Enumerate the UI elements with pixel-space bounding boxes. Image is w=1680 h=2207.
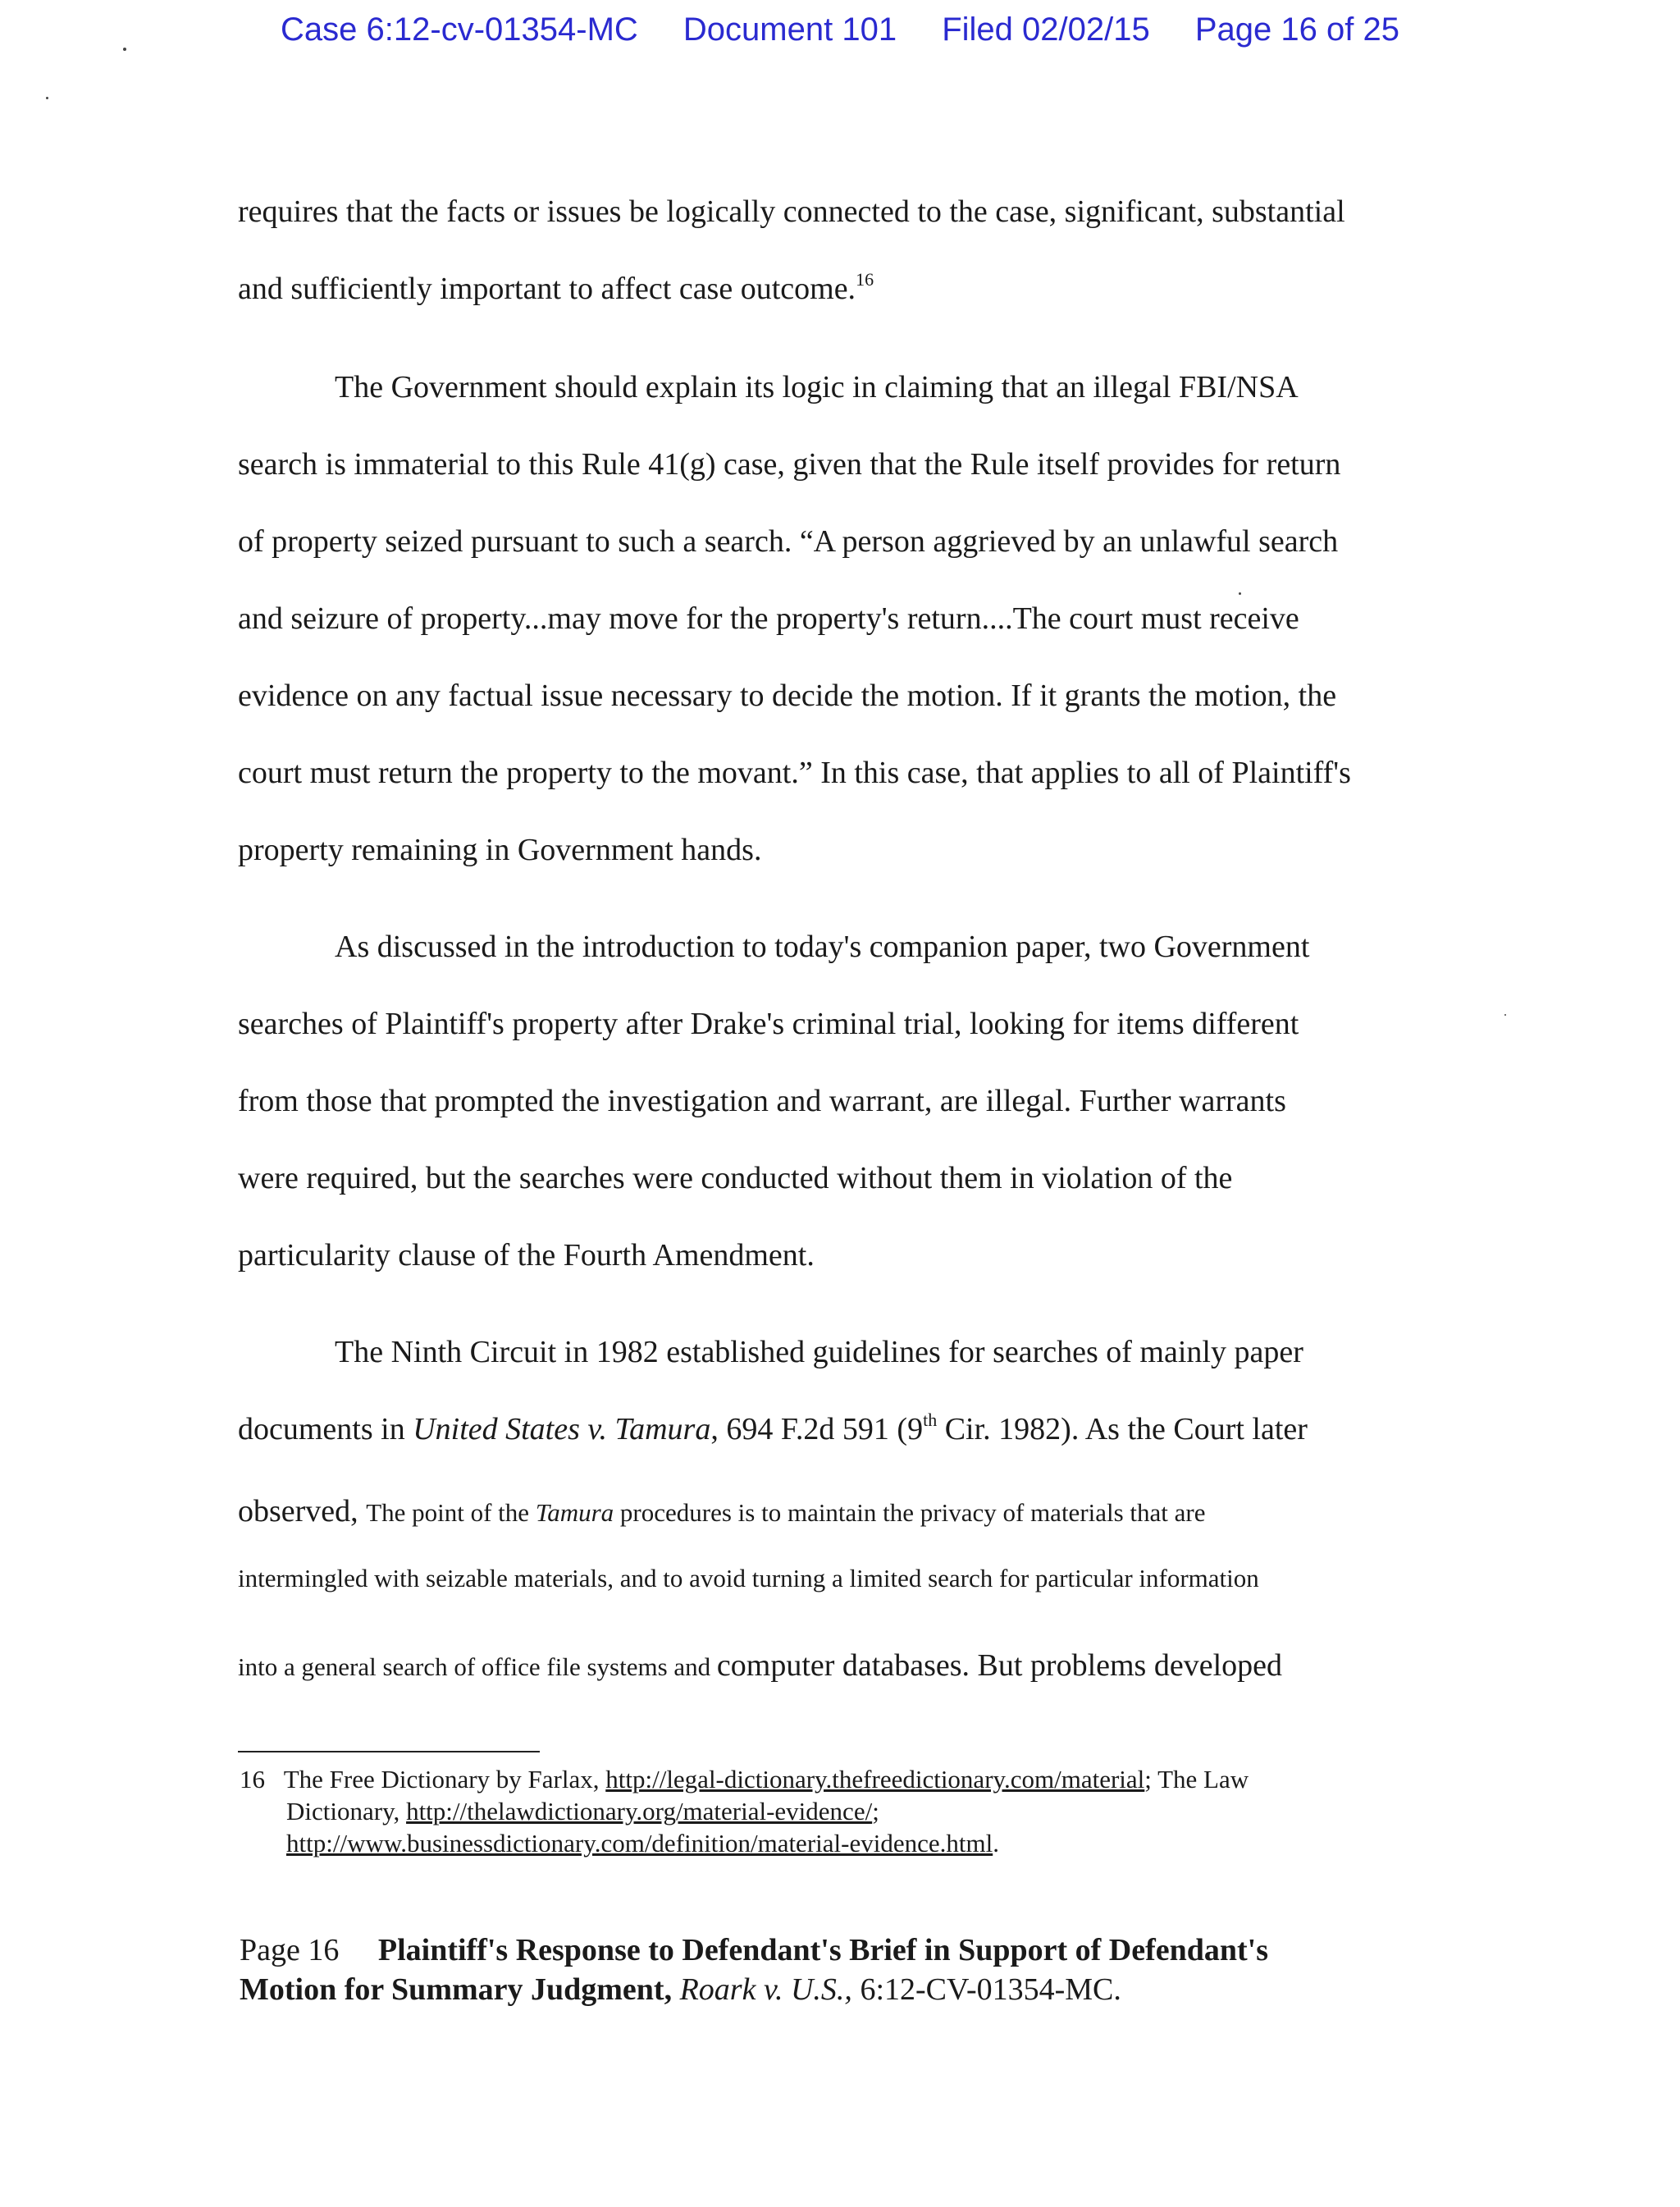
body-text: observed, [238, 1494, 367, 1528]
body-line: As discussed in the introduction to today's companion paper, two Government [335, 930, 1310, 964]
page-footer [240, 1931, 1268, 1969]
footnote-separator [238, 1751, 540, 1752]
body-line [238, 1493, 1206, 1531]
body-text: , 694 F.2d 591 (9 [710, 1412, 924, 1446]
body-text: documents in [238, 1412, 413, 1446]
body-line: particularity clause of the Fourth Amendment. [238, 1238, 815, 1273]
body-line: searches of Plaintiff's property after Drake's criminal trial, looking for items different [238, 1007, 1299, 1041]
footnote-text: ; [872, 1797, 879, 1825]
quoted-text: The point of the [366, 1498, 536, 1527]
footer-case-name: Roark v. U.S., [679, 1972, 852, 2007]
ordinal-suffix: th [923, 1410, 938, 1430]
ecf-filing-header [0, 11, 1680, 48]
footnote [240, 1764, 1249, 1795]
body-line: court must return the property to the movant.” In this case, that applies to all of Plaintiff's [238, 756, 1351, 790]
scan-speck [46, 97, 48, 99]
body-text: Cir. 1982). As the Court later [937, 1412, 1308, 1446]
body-line: and seizure of property...may move for the property's return....The court must receive [238, 601, 1299, 636]
body-line: evidence on any factual issue necessary to decide the motion. If it grants the motion, the [238, 679, 1337, 713]
footnote-text: . [993, 1829, 999, 1857]
body-text: and sufficiently important to affect case outcome. [238, 272, 856, 306]
footnote-text: The Free Dictionary by Farlax, [283, 1765, 606, 1793]
body-line: from those that prompted the investigation and warrant, are illegal. Further warrants [238, 1084, 1286, 1118]
footnote-link-business-dictionary[interactable]: http://www.businessdictionary.com/definition/material-evidence.html [286, 1829, 993, 1857]
footer-title: Motion for Summary Judgment, [240, 1972, 673, 2007]
body-line: property remaining in Government hands. [238, 833, 762, 867]
footnote-text: Dictionary, [286, 1797, 407, 1825]
footnote-link-law-dictionary[interactable]: http://thelawdictionary.org/material-evidence/ [406, 1797, 873, 1825]
footnote-number: 16 [240, 1765, 265, 1793]
body-line: The Government should explain its logic in claiming that an illegal FBI/NSA [335, 370, 1299, 404]
scan-speck [1504, 1014, 1506, 1016]
filed-date: Filed 02/02/15 [942, 11, 1150, 48]
scan-speck [1239, 592, 1241, 595]
page-indicator: Page 16 of 25 [1194, 11, 1399, 48]
footnote-line [286, 1828, 999, 1859]
body-line [238, 271, 874, 307]
body-line: requires that the facts or issues be logically connected to the case, significant, substantial [238, 194, 1345, 229]
case-citation: Tamura [535, 1498, 614, 1527]
document-number: Document 101 [682, 11, 897, 48]
footnote-link-free-dictionary[interactable]: http://legal-dictionary.thefreedictionary.com/material [605, 1765, 1145, 1793]
body-text: computer databases. But problems developed [716, 1648, 1282, 1683]
footnote-line [286, 1796, 879, 1827]
footnote-ref: 16 [856, 269, 874, 290]
body-line: of property seized pursuant to such a search. “A person aggrieved by an unlawful search [238, 524, 1339, 559]
scan-speck [123, 48, 126, 51]
quoted-line: intermingled with seizable materials, and to avoid turning a limited search for particular information [238, 1564, 1259, 1592]
footer-page-label: Page 16 [240, 1933, 340, 1967]
body-line [238, 1647, 1282, 1685]
case-citation: United States v. Tamura [413, 1412, 711, 1446]
quoted-text: into a general search of office file systems and [238, 1652, 717, 1681]
footnote-text: ; The Law [1144, 1765, 1249, 1793]
body-line [238, 1411, 1308, 1447]
body-line: search is immaterial to this Rule 41(g) case, given that the Rule itself provides for return [238, 447, 1341, 482]
case-number: Case 6:12-cv-01354-MC [281, 11, 638, 48]
body-line: were required, but the searches were conducted without them in violation of the [238, 1161, 1233, 1195]
page-footer-line [240, 1971, 1121, 2008]
footer-title: Plaintiff's Response to Defendant's Brief in Support of Defendant's [377, 1933, 1269, 1967]
footer-case-number: 6:12-CV-01354-MC. [860, 1972, 1121, 2007]
body-line: The Ninth Circuit in 1982 established guidelines for searches of mainly paper [335, 1335, 1303, 1369]
quoted-text: procedures is to maintain the privacy of materials that are [614, 1498, 1206, 1527]
